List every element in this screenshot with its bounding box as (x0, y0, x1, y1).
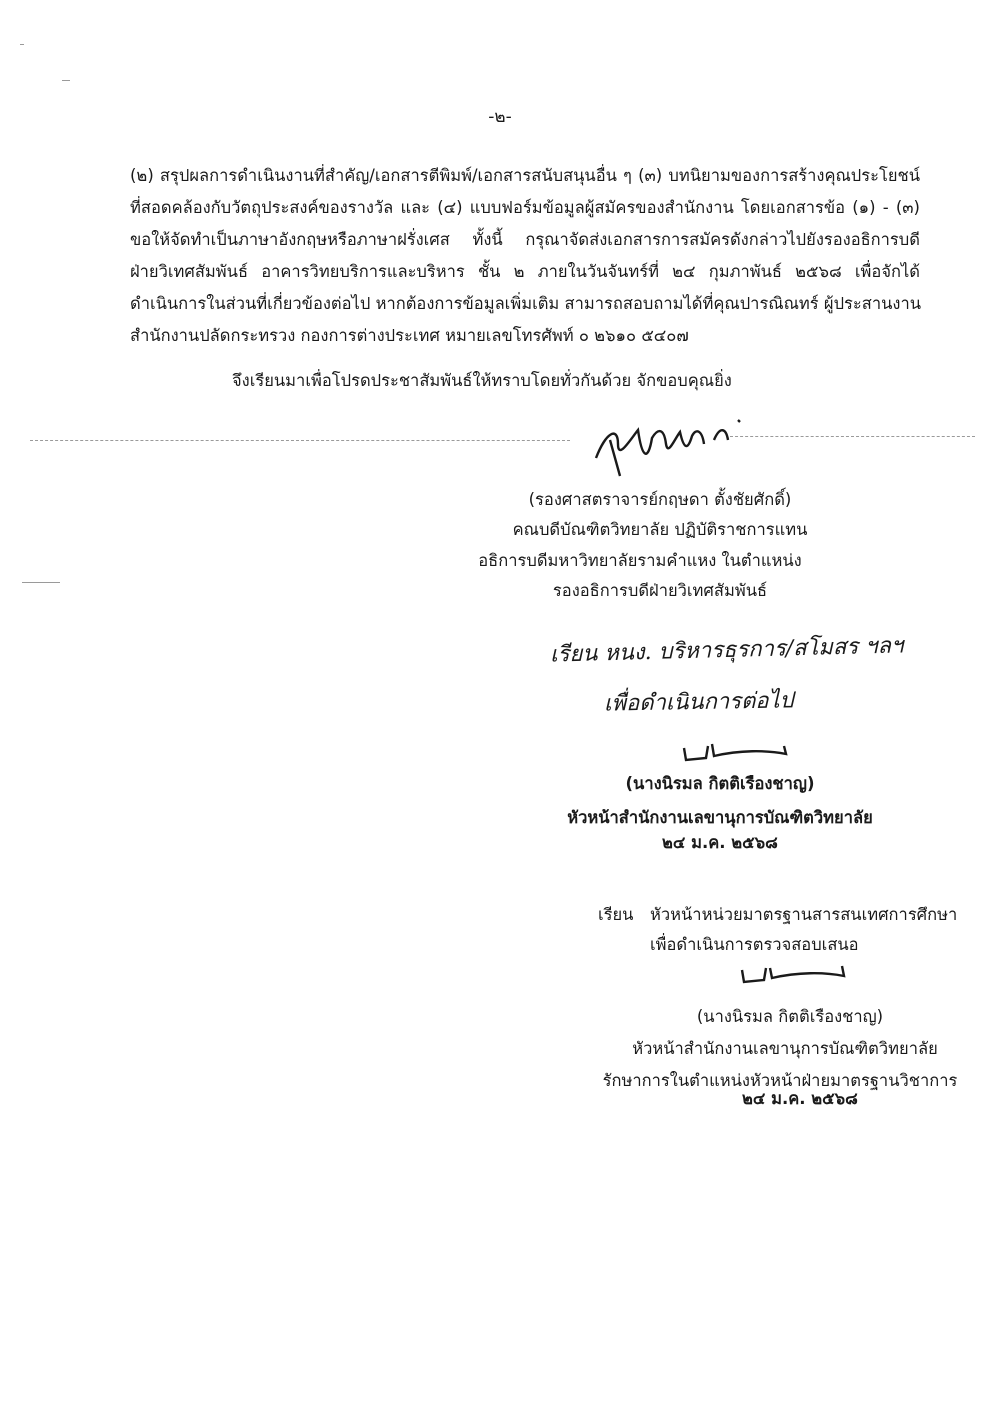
scan-speck (20, 44, 24, 45)
fold-line (30, 440, 570, 441)
scan-speck (22, 582, 60, 583)
memo-purpose: เพื่อดำเนินการตรวจสอบเสนอ (650, 935, 859, 954)
signature-1 (588, 410, 768, 480)
paragraph-line: สำนักงานปลัดกระทรวง กองการต่างประเทศ หมายเลขโทรศัพท์ ๐ ๒๖๑๐ ๕๔๐๗ (130, 326, 689, 345)
signatory-3-title: หัวหน้าสำนักงานเลขานุการบัณฑิตวิทยาลัย (632, 1039, 938, 1058)
page-number: -๒- (488, 107, 512, 127)
paragraph-line: ขอให้จัดทำเป็นภาษาอังกฤษหรือภาษาฝรั่งเศส ทั้งนี้ กรุณาจัดส่งเอกสารการสมัครดังกล่าวไปยังรองอธิการบดี (130, 230, 920, 249)
paragraph-line: (๒) สรุปผลการดำเนินงานที่สำคัญ/เอกสารตีพิมพ์/เอกสารสนับสนุนอื่น ๆ (๓) บทนิยามของการสร้างคุณประโยชน์ (130, 166, 920, 185)
signature-2 (680, 738, 800, 768)
scan-speck (62, 80, 70, 81)
signatory-1-line: รองอธิการบดีฝ่ายวิเทศสัมพันธ์ (552, 581, 768, 600)
memo-label: เรียน (598, 905, 634, 924)
handwritten-note-line: เรียน หนง. บริหารธุรการ/สโมสร ฯลฯ (549, 633, 904, 668)
signature-3 (738, 962, 858, 992)
paragraph-line: ที่สอดคล้องกับวัตถุประสงค์ของรางวัล และ (๔) แบบฟอร์มข้อมูลผู้สมัครของสำนักงาน โดยเอกสารข้อ (๑) - (๓) (130, 198, 920, 217)
paragraph-line: ดำเนินการในส่วนที่เกี่ยวข้องต่อไป หากต้องการข้อมูลเพิ่มเติม สามารถสอบถามได้ที่คุณปารณิณทร์ ผู้ประสานงาน (130, 294, 921, 313)
signatory-2-name: (นางนิรมล กิตติเรืองชาญ) (625, 774, 815, 793)
closing-sentence: จึงเรียนมาเพื่อโปรดประชาสัมพันธ์ให้ทราบโดยทั่วกันด้วย จักขอบคุณยิ่ง (232, 371, 732, 390)
signatory-1-line: อธิการบดีมหาวิทยาลัยรามคำแหง ในตำแหน่ง (478, 551, 802, 570)
signatory-3-date: ๒๔ ม.ค. ๒๕๖๘ (742, 1089, 858, 1108)
signatory-2-date: ๒๔ ม.ค. ๒๕๖๘ (662, 833, 778, 852)
signatory-3-acting: รักษาการในตำแหน่งหัวหน้าฝ่ายมาตรฐานวิชาการ (602, 1071, 958, 1090)
signatory-2-title: หัวหน้าสำนักงานเลขานุการบัณฑิตวิทยาลัย (567, 808, 873, 827)
signatory-3-name: (นางนิรมล กิตติเรืองชาญ) (696, 1007, 884, 1026)
memo-recipient: หัวหน้าหน่วยมาตรฐานสารสนเทศการศึกษา (650, 905, 958, 924)
signatory-1-line: คณบดีบัณฑิตวิทยาลัย ปฏิบัติราชการแทน (512, 520, 808, 539)
handwritten-note-line: เพื่อดำเนินการต่อไป (603, 688, 794, 717)
paragraph-line: ฝ่ายวิเทศสัมพันธ์ อาคารวิทยบริการและบริหาร ชั้น ๒ ภายในวันจันทร์ที่ ๒๔ กุมภาพันธ์ ๒๕๖๘ เพื่อจักได้ (130, 262, 920, 281)
signatory-1-name: (รองศาสตราจารย์กฤษดา ตั้งชัยศักดิ์) (528, 490, 792, 509)
